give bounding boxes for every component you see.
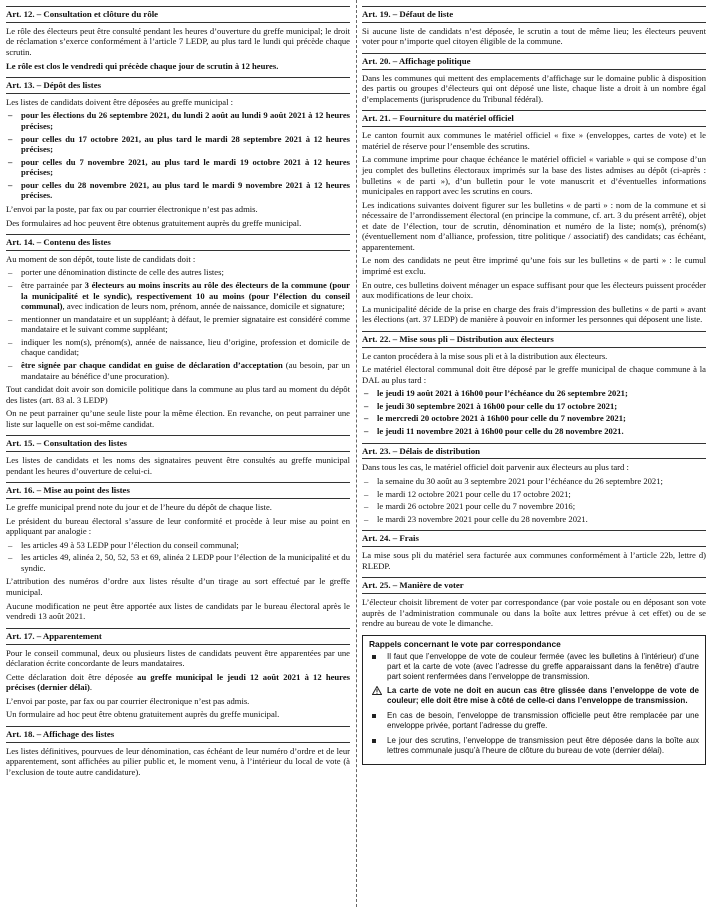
paragraph: En outre, ces bulletins doivent ménager un espace suffisant pour que les électeurs puissent procéder aux modifications de leur choix. xyxy=(362,279,706,301)
article-title: Art. 17. – Apparentement xyxy=(6,628,350,645)
list-item: – être signée par chaque candidat en guise de déclaration d’acceptation (au besoin, par un mandataire au bénéfice d’une procuration). xyxy=(8,359,350,381)
list-item: – les articles 49 à 53 LEDP pour l’élection du conseil communal; xyxy=(8,539,239,550)
list-item: – pour les élections du 26 septembre 2021, du lundi 2 août au lundi 9 août 2021 à 12 heures précises; xyxy=(8,110,350,131)
article-24 xyxy=(362,530,706,571)
article-title: Art. 16. – Mise au point des listes xyxy=(6,482,350,499)
paragraph: La commune imprime pour chaque échéance le matériel officiel « variable » qui se compose d’un jeu complet des bulletins électoraux imprimés sur la base des listes admises au dépôt (ci-après : bulletins « de parti »), d’un bulletin pour le vote manuscrit et d’éventuelles informations municipales en rapport avec les scrutins en cours. xyxy=(362,154,706,197)
article-title: Art. 13. – Dépôt des listes xyxy=(6,77,350,94)
paragraph: Le président du bureau électoral s’assure de leur conformité et procède à leur mise au point en appliquant par analogie : xyxy=(6,515,350,537)
article-23 xyxy=(362,443,706,525)
left-column xyxy=(6,6,350,783)
paragraph: Le nom des candidats ne peut être imprimé qu’une fois sur les bulletins « de parti » : le cumul imprimé est exclu. xyxy=(362,255,706,276)
requirements-list xyxy=(6,267,350,381)
article-title: Art. 12. – Consultation et clôture du rôle xyxy=(6,6,350,23)
article-title: Art. 22. – Mise sous pli – Distribution aux électeurs xyxy=(362,331,706,348)
list-item: – la semaine du 30 août au 3 septembre 2021 pour l’échéance du 26 septembre 2021; xyxy=(364,475,663,486)
paragraph: Le rôle des électeurs peut être consulté pendant les heures d’ouverture du greffe municipal; le droit de réclamation s’exerce conformément à l’article 7 LEDP, au plus tard le lundi qui précède chaque scrutin. xyxy=(6,25,350,57)
distribution-deadline-list xyxy=(362,476,706,524)
paragraph: Les indications suivantes doivent figurer sur les bulletins « de parti » : nom de la commune et si nécessaire de l’arrondissement électoral (en principe la commune, cf. art. 3 du présent arrêté), objet et date de l’élection, tour de scrutin, dénomination et numéro de la liste; nom(s), prénom(s) (éventuellement nom d’alliance, profession, titre politique / associatif) des candidats; cas échéant, apparentement. xyxy=(362,199,706,252)
article-20 xyxy=(362,53,706,105)
article-title: Art. 25. – Manière de voter xyxy=(362,577,706,594)
article-22 xyxy=(362,331,706,437)
list-item: – pour celles du 28 novembre 2021, au plus tard le mardi 9 novembre 2021 à 12 heures précises. xyxy=(8,179,350,201)
paragraph: Un formulaire ad hoc peut être obtenu gratuitement auprès du greffe municipal. xyxy=(6,709,280,720)
deposit-deadline-list xyxy=(362,388,706,436)
paragraph: L’électeur choisit librement de voter par correspondance (par voie postale ou en déposant son vote auprès de l’administration communale ou dans la boîte aux lettres prévue à cet effet) ou de se rendre au bureau de vote le dimanche. xyxy=(362,596,706,629)
article-title: Art. 23. – Délais de distribution xyxy=(362,443,706,460)
article-12 xyxy=(6,6,350,71)
reminder-item-warning: La carte de vote ne doit en aucun cas être glissée dans l’enveloppe de vote de couleur; elle doit être mise à côté de celle-ci dans l’enveloppe de transmission. xyxy=(369,686,699,706)
article-title: Art. 19. – Défaut de liste xyxy=(362,6,706,23)
paragraph: Si aucune liste de candidats n’est déposée, le scrutin a tout de même lieu; les électeurs peuvent voter pour n’importe quel citoyen éligible de la commune. xyxy=(362,25,706,47)
article-title: Art. 24. – Frais xyxy=(362,530,706,547)
paragraph: Aucune modification ne peut être apportée aux listes de candidats par le bureau électoral après le vendredi 13 août 2021. xyxy=(6,600,350,622)
right-column xyxy=(362,6,706,765)
article-title: Art. 14. – Contenu des listes xyxy=(6,234,350,251)
reminders-box xyxy=(362,635,706,766)
paragraph: Les listes de candidats et les noms des signataires peuvent être consultés au greffe municipal pendant les heures d’ouverture de celui-ci. xyxy=(6,455,350,476)
article-21 xyxy=(362,110,706,324)
list-item: – les articles 49, alinéa 2, 50, 52, 53 et 69, alinéa 2 LEDP pour l’élection de la municipalité et du syndic. xyxy=(8,552,350,573)
paragraph: Le canton procédera à la mise sous pli et à la distribution aux électeurs. xyxy=(362,350,608,361)
paragraph: Les listes définitives, pourvues de leur dénomination, cas échéant de leur numéro d’ordre et de leur apparentement, sont affichées au pilier public et, le moment venu, à l’intérieur du local de vote (à l’exclusion de toute autre candidature). xyxy=(6,745,350,777)
article-14 xyxy=(6,234,350,429)
article-19 xyxy=(362,6,706,47)
paragraph: Dans les communes qui mettent des emplacements d’affichage sur le domaine public à disposition des partis ou groupes d’électeurs qui ont déposé une liste, chaque liste a droit à un nombre égal d’emplacements (jurisprudence du Tribunal fédéral). xyxy=(362,72,706,104)
list-item: – le jeudi 30 septembre 2021 à 16h00 pour celle du 17 octobre 2021; xyxy=(364,400,618,411)
list-item: – pour celles du 17 octobre 2021, au plus tard le mardi 28 septembre 2021 à 12 heures précises; xyxy=(8,133,350,155)
paragraph-bold: Le rôle est clos le vendredi qui précède chaque jour de scrutin à 12 heures. xyxy=(6,60,279,71)
bullet-square-icon xyxy=(372,711,376,721)
column-divider xyxy=(356,0,357,907)
list-item: – indiquer les nom(s), prénom(s), année de naissance, lieu d’origine, profession et domicile de chaque candidat; xyxy=(8,336,350,358)
reminder-item: En cas de besoin, l’enveloppe de transmission officielle peut être remplacée par une enveloppe privée, portant l’adresse du greffe. xyxy=(369,711,699,731)
articles-list xyxy=(6,540,350,574)
list-item: – le mardi 26 octobre 2021 pour celle du 7 novembre 2016; xyxy=(364,501,576,512)
article-13 xyxy=(6,77,350,228)
bullet-square-icon xyxy=(372,736,376,746)
paragraph: Dans tous les cas, le matériel officiel doit parvenir aux électeurs au plus tard : xyxy=(362,462,629,473)
list-item: – le mercredi 20 octobre 2021 à 16h00 pour celle du 7 novembre 2021; xyxy=(364,413,626,424)
list-item: – le jeudi 19 août 2021 à 16h00 pour l’échéance du 26 septembre 2021; xyxy=(364,388,628,399)
paragraph: Le matériel électoral communal doit être déposé par le greffe municipal de chaque commune à la DAL au plus tard : xyxy=(362,364,706,385)
bullet-square-icon xyxy=(372,652,376,662)
list-item: – le mardi 23 novembre 2021 pour celle du 28 novembre 2021. xyxy=(364,513,588,524)
paragraph: Le canton fournit aux communes le matériel officiel « fixe » (enveloppes, cartes de vote) et le matériel de réserve pour l’ensemble des scrutins. xyxy=(362,130,706,151)
reminder-item: Il faut que l’enveloppe de vote de couleur fermée (avec les bulletins à l’intérieur) d’une part et la carte de vote (avec l’adresse du greffe apparaissant dans la fenêtre) d’autre part soient renfermées dans l’enveloppe de transmission. xyxy=(369,652,699,681)
article-title: Art. 20. – Affichage politique xyxy=(362,53,706,70)
list-item: – mentionner un mandataire et un suppléant; à défaut, le premier signataire est considéré comme mandataire et le suivant comme suppléant; xyxy=(8,313,350,335)
paragraph: Au moment de son dépôt, toute liste de candidats doit : xyxy=(6,253,196,264)
paragraph: Cette déclaration doit être déposée au greffe municipal le jeudi 12 août 2021 à 12 heures précises (dernier délai). xyxy=(6,671,351,693)
article-title: Art. 15. – Consultation des listes xyxy=(6,435,350,452)
warning-icon xyxy=(372,686,382,698)
paragraph: Pour le conseil communal, deux ou plusieurs listes de candidats peuvent être apparentées par une déclaration écrite concordante de leurs mandataires. xyxy=(6,647,350,669)
list-item: – être parrainée par 3 électeurs au moins inscrits au rôle des électeurs de la commune (pour la municipalité et le syndic), respectivement 10 au moins (pour l’élection du conseil communal), avec indication de leurs nom, prénom, année de naissance, domicile et signature; xyxy=(8,280,350,312)
list-item: – porter une dénomination distincte de celle des autres listes; xyxy=(8,267,224,278)
article-17 xyxy=(6,628,350,720)
article-15 xyxy=(6,435,350,476)
article-25 xyxy=(362,577,706,629)
paragraph: La municipalité décide de la prise en charge des frais d’impression des bulletins « de parti » avant les élections (art. 37 LEDP) de manière à pouvoir en informer les personnes qui déposent une liste. xyxy=(362,303,706,325)
reminders-title: Rappels concernant le vote par correspondance xyxy=(369,638,561,649)
article-title: Art. 18. – Affichage des listes xyxy=(6,726,350,743)
article-16 xyxy=(6,482,350,621)
deadline-list xyxy=(6,110,350,201)
article-title: Art. 21. – Fourniture du matériel officiel xyxy=(362,110,706,127)
list-item: – pour celles du 7 novembre 2021, au plus tard le mardi 19 octobre 2021 à 12 heures précises; xyxy=(8,156,350,178)
paragraph: Le greffe municipal prend note du jour et de l’heure du dépôt de chaque liste. xyxy=(6,502,272,513)
paragraph: L’envoi par poste, par fax ou par courrier électronique n’est pas admis. xyxy=(6,695,250,706)
list-item: – le jeudi 11 novembre 2021 à 16h00 pour celle du 28 novembre 2021. xyxy=(364,426,624,436)
paragraph: Tout candidat doit avoir son domicile politique dans la commune au plus tard au moment du dépôt des listes (art. 83 al. 3 LEDP) xyxy=(6,384,350,405)
paragraph: On ne peut parrainer qu’une seule liste pour la même élection. En revanche, on peut parrainer une liste sur laquelle on est soi-même candidat. xyxy=(6,408,350,429)
reminder-item: Le jour des scrutins, l’enveloppe de transmission peut être déposée dans la boîte aux lettres communale jusqu’à l’heure de clôture du bureau de vote (dernier délai). xyxy=(369,736,699,756)
paragraph: Les listes de candidats doivent être déposées au greffe municipal : xyxy=(6,96,234,107)
paragraph: L’attribution des numéros d’ordre aux listes résulte d’un tirage au sort effectué par le greffe municipal. xyxy=(6,576,350,597)
paragraph: La mise sous pli du matériel sera facturée aux communes conformément à l’article 22b, lettre d) RLEDP. xyxy=(362,550,706,571)
list-item: – le mardi 12 octobre 2021 pour celle du 17 octobre 2021; xyxy=(364,488,571,499)
paragraph: Des formulaires ad hoc peuvent être obtenus gratuitement auprès du greffe municipal. xyxy=(6,217,302,228)
article-18 xyxy=(6,726,350,778)
paragraph: L’envoi par la poste, par fax ou par courrier électronique n’est pas admis. xyxy=(6,203,258,214)
